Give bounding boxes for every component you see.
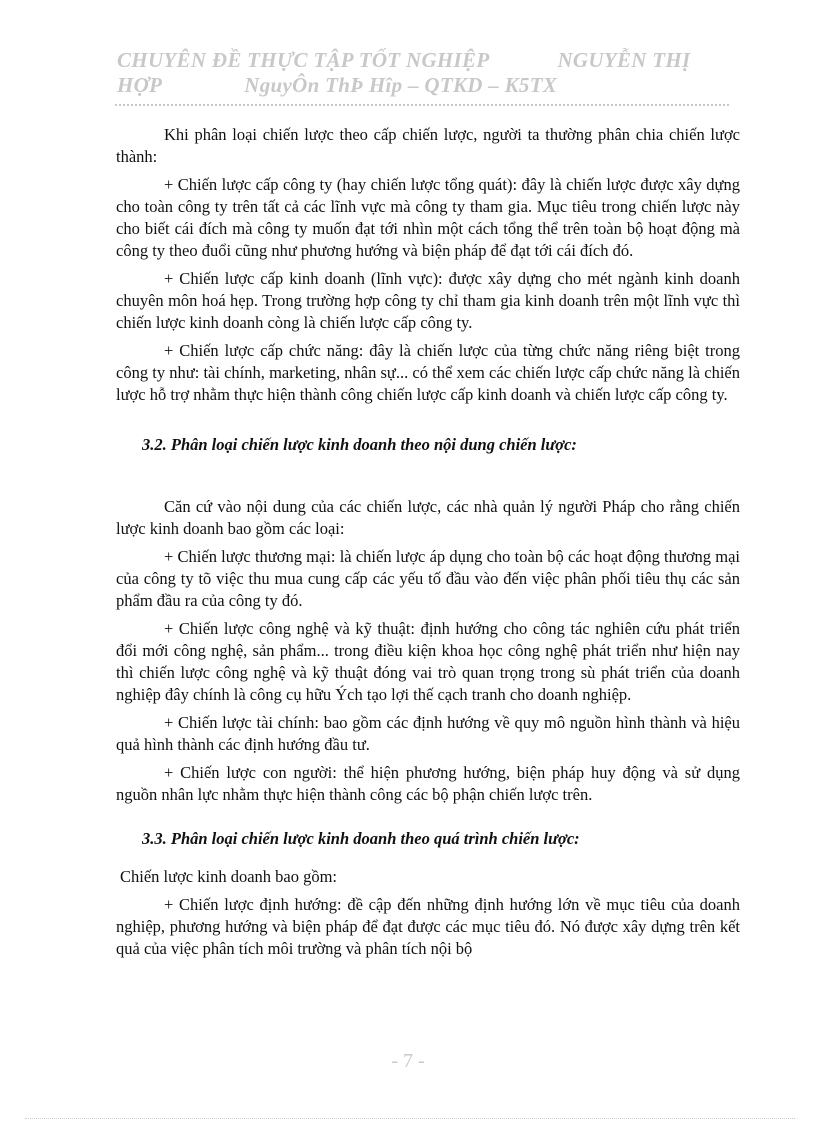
paragraph: Khi phân loại chiến lược theo cấp chiến lược, người ta thường phân chia chiến lược thành: <box>116 125 740 166</box>
paragraph: + Chiến lược con người: thể hiện phương hướng, biện pháp huy động và sử dụng nguồn nhân lực nhằm thực hiện thành công các bộ phận chiến lược trên. <box>116 763 740 804</box>
paragraph: + Chiến lược cấp kinh doanh (lĩnh vực): được xây dựng cho mét ngành kinh doanh chuyên môn hoá hẹp. Trong trường hợp công ty chỉ tham gia kinh doanh trên một lĩnh vực thì chiến lược kinh doanh còng là chiến lược cấp công ty. <box>116 269 740 332</box>
paragraph: Căn cứ vào nội dung của các chiến lược, các nhà quản lý người Pháp cho rằng chiến lược kinh doanh bao gồm các loại: <box>116 497 740 538</box>
paragraph: + Chiến lược công nghệ và kỹ thuật: định hướng cho công tác nghiên cứu phát triển đổi mới công nghệ, sản phẩm... trong điều kiện khoa học công nghệ phát triển như hiện nay thì chiến lược công nghệ và kỹ thuật đóng vai trò quan trọng trong sù phát triển của doanh nghiệp đây chính là công cụ hữu Ých tạo lợi thế cạch tranh cho doanh nghiệp. <box>116 619 740 704</box>
footer-divider <box>25 1118 795 1119</box>
document-body <box>116 124 740 966</box>
paragraph: Chiến lược kinh doanh bao gồm: <box>120 867 338 886</box>
section-heading-3-3: 3.3. Phân loại chiến lược kinh doanh theo quá trình chiến lược: <box>142 829 580 848</box>
header-divider <box>115 104 729 106</box>
header-author-part2: HỢP <box>117 73 163 97</box>
paragraph: + Chiến lược tài chính: bao gồm các định hướng về quy mô nguồn hình thành và hiệu quả hình thành các định hướng đầu tư. <box>116 713 740 754</box>
header-author-part1: NGUYỄN THỊ <box>557 48 691 72</box>
header-subtitle: NguyÔn ThÞ Hîp – QTKD – K5TX <box>244 73 558 97</box>
page-header <box>117 48 737 98</box>
paragraph: + Chiến lược thương mại: là chiến lược áp dụng cho toàn bộ các hoạt động thương mại của công ty tõ việc thu mua cung cấp các yếu tố đầu vào đến việc phân phối tiêu thụ các sản phẩm đầu ra của công ty đó. <box>116 547 740 610</box>
section-heading-3-2: 3.2. Phân loại chiến lược kinh doanh theo nội dung chiến lược: <box>142 435 577 454</box>
header-title: CHUYÊN ĐỀ THỰC TẬP TỐT NGHIỆP <box>117 48 490 72</box>
paragraph: + Chiến lược cấp chức năng: đây là chiến lược của từng chức năng riêng biệt trong công ty như: tài chính, marketing, nhân sự... có thể xem các chiến lược cấp chức năng là chiến lược hỗ trợ nhằm thực hiện thành công chiến lược cấp kinh doanh và chiến lược cấp công ty. <box>116 341 740 404</box>
paragraph: + Chiến lược cấp công ty (hay chiến lược tổng quát): đây là chiến lược được xây dựng cho toàn công ty trên tất cả các lĩnh vực mà công ty tham gia. Mục tiêu trong chiến lược này cho biết cái đích mà công ty muốn đạt tới nhìn một cách tổng thể trên toàn bộ hoạt động mà công ty theo đuổi cũng như phương hướng và biện pháp để đạt tới cái đích đó. <box>116 175 740 260</box>
page-number: - 7 - <box>391 1050 425 1072</box>
paragraph: + Chiến lược định hướng: đề cập đến những định hướng lớn về mục tiêu của doanh nghiệp, phương hướng và biện pháp để đạt được các mục tiêu đó. Nó được xây dựng trên kết quả của việc phân tích môi trường và phân tích nội bộ <box>116 895 740 958</box>
